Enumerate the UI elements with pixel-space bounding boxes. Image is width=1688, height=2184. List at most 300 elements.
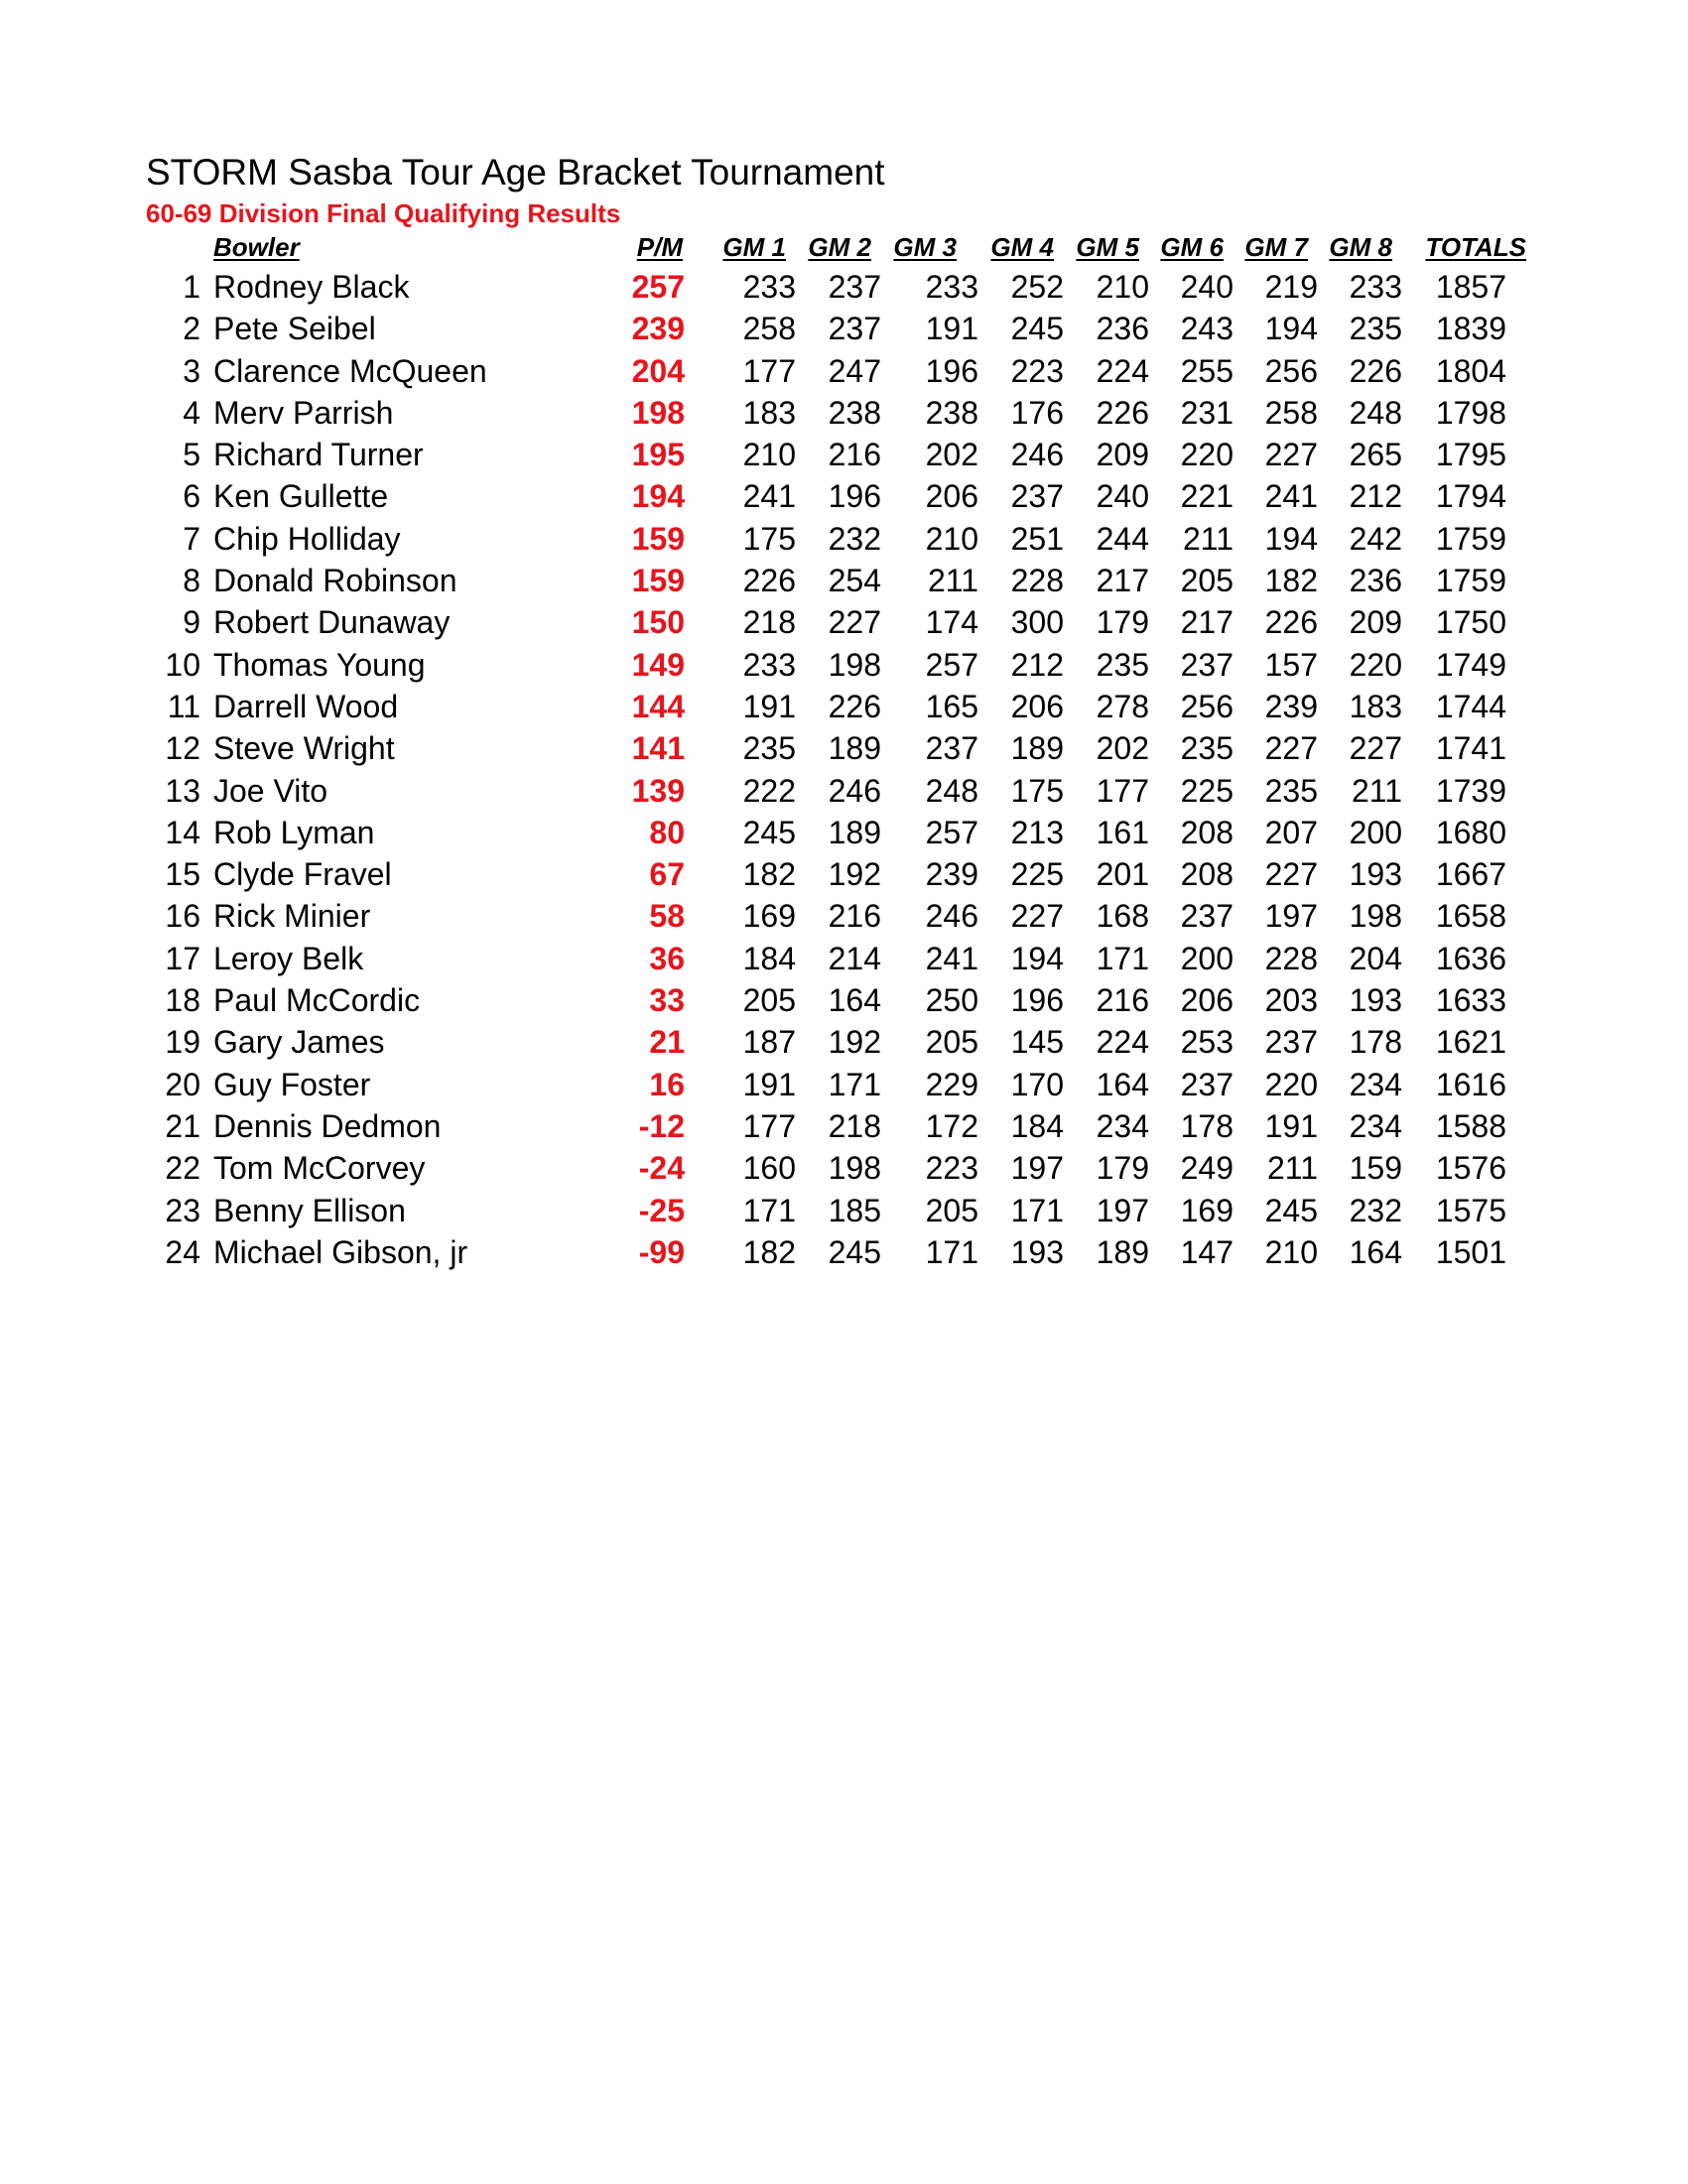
rank-cell: 22 [165, 1150, 200, 1187]
rank-cell: 8 [183, 563, 200, 599]
game-8-cell: 183 [1349, 688, 1402, 724]
game-3-cell: 211 [927, 563, 978, 599]
total-cell: 1750 [1435, 604, 1506, 641]
rank-cell: 3 [183, 352, 200, 389]
rank-cell: 20 [165, 1066, 200, 1102]
game-3-cell: 172 [925, 1107, 978, 1144]
bowler-name-cell: Benny Ellison [213, 1192, 406, 1228]
game-1-cell: 187 [742, 1024, 796, 1061]
game-1-cell: 177 [742, 1107, 796, 1144]
game-1-cell: 226 [742, 563, 796, 599]
game-1-cell: 205 [742, 982, 796, 1019]
game-4-cell: 175 [1010, 772, 1064, 809]
game-4-cell: 300 [1010, 604, 1064, 641]
game-2-cell: 189 [828, 814, 881, 850]
game-3-cell: 229 [925, 1066, 978, 1102]
pm-cell: -99 [638, 1233, 685, 1270]
game-7-cell: 239 [1264, 688, 1318, 724]
bowler-name-cell: Joe Vito [213, 772, 328, 809]
pm-cell: 58 [649, 898, 685, 935]
rank-cell: 5 [183, 437, 200, 473]
header-gm8: GM 8 [1329, 232, 1392, 262]
total-cell: 1795 [1435, 437, 1506, 473]
rank-cell: 7 [183, 520, 200, 557]
header-gm3: GM 3 [893, 232, 957, 262]
game-6-cell: 237 [1180, 646, 1234, 683]
table-row [0, 266, 1688, 308]
rank-cell: 14 [165, 814, 200, 850]
game-3-cell: 246 [925, 898, 978, 935]
game-4-cell: 197 [1010, 1150, 1064, 1187]
table-row [0, 601, 1688, 643]
bowler-name-cell: Darrell Wood [213, 688, 399, 724]
game-4-cell: 213 [1010, 814, 1064, 850]
game-2-cell: 237 [828, 311, 881, 347]
game-2-cell: 189 [828, 730, 881, 767]
game-6-cell: 225 [1180, 772, 1234, 809]
total-cell: 1501 [1435, 1233, 1506, 1270]
bowler-name-cell: Leroy Belk [213, 940, 364, 976]
game-1-cell: 175 [742, 520, 796, 557]
game-1-cell: 245 [742, 814, 796, 850]
game-1-cell: 182 [742, 856, 796, 893]
rank-cell: 6 [183, 478, 200, 515]
game-8-cell: 204 [1349, 940, 1402, 976]
total-cell: 1857 [1435, 269, 1506, 305]
header-gm2: GM 2 [808, 232, 871, 262]
total-cell: 1759 [1435, 563, 1506, 599]
table-row [0, 1064, 1688, 1105]
game-4-cell: 196 [1010, 982, 1064, 1019]
total-cell: 1636 [1435, 940, 1506, 976]
game-3-cell: 191 [925, 311, 978, 347]
game-2-cell: 192 [828, 856, 881, 893]
game-8-cell: 248 [1349, 394, 1402, 431]
table-header-row [0, 228, 1688, 266]
pm-cell: 204 [631, 352, 685, 389]
table-row [0, 895, 1688, 937]
game-6-cell: 249 [1180, 1150, 1234, 1187]
game-5-cell: 201 [1096, 856, 1149, 893]
total-cell: 1616 [1435, 1066, 1506, 1102]
header-gm4: GM 4 [990, 232, 1054, 262]
game-3-cell: 250 [925, 982, 978, 1019]
game-6-cell: 208 [1180, 814, 1234, 850]
game-5-cell: 189 [1096, 1233, 1149, 1270]
game-6-cell: 147 [1180, 1233, 1234, 1270]
bowler-name-cell: Gary James [213, 1024, 385, 1061]
game-5-cell: 179 [1096, 1150, 1149, 1187]
game-6-cell: 221 [1180, 478, 1234, 515]
game-6-cell: 235 [1180, 730, 1234, 767]
game-1-cell: 222 [742, 772, 796, 809]
game-5-cell: 197 [1096, 1192, 1149, 1228]
game-6-cell: 205 [1180, 563, 1234, 599]
game-8-cell: 200 [1349, 814, 1402, 850]
rank-cell: 11 [167, 688, 200, 724]
total-cell: 1739 [1435, 772, 1506, 809]
total-cell: 1794 [1435, 478, 1506, 515]
game-3-cell: 233 [925, 269, 978, 305]
table-row [0, 686, 1688, 727]
game-1-cell: 191 [742, 688, 796, 724]
game-7-cell: 191 [1264, 1107, 1318, 1144]
total-cell: 1588 [1435, 1107, 1506, 1144]
game-3-cell: 165 [925, 688, 978, 724]
game-8-cell: 235 [1349, 311, 1402, 347]
game-2-cell: 171 [828, 1066, 881, 1102]
game-2-cell: 216 [828, 437, 881, 473]
table-row [0, 979, 1688, 1021]
game-8-cell: 242 [1349, 520, 1402, 557]
game-2-cell: 227 [828, 604, 881, 641]
game-8-cell: 209 [1349, 604, 1402, 641]
game-8-cell: 234 [1349, 1107, 1402, 1144]
bowler-name-cell: Rodney Black [213, 269, 410, 305]
pm-cell: 33 [649, 982, 685, 1019]
header-gm6: GM 6 [1160, 232, 1224, 262]
game-8-cell: 159 [1349, 1150, 1402, 1187]
game-4-cell: 252 [1010, 269, 1064, 305]
pm-cell: 144 [631, 688, 685, 724]
pm-cell: 80 [649, 814, 685, 850]
game-8-cell: 227 [1349, 730, 1402, 767]
game-3-cell: 205 [925, 1024, 978, 1061]
game-1-cell: 183 [742, 394, 796, 431]
game-5-cell: 244 [1096, 520, 1149, 557]
game-5-cell: 224 [1096, 352, 1149, 389]
game-7-cell: 219 [1264, 269, 1318, 305]
game-6-cell: 237 [1180, 898, 1234, 935]
header-totals: TOTALS [1425, 232, 1526, 262]
total-cell: 1744 [1435, 688, 1506, 724]
game-1-cell: 184 [742, 940, 796, 976]
total-cell: 1667 [1435, 856, 1506, 893]
game-8-cell: 232 [1349, 1192, 1402, 1228]
rank-cell: 9 [183, 604, 200, 641]
table-row [0, 518, 1688, 560]
pm-cell: 67 [649, 856, 685, 893]
bowler-name-cell: Tom McCorvey [213, 1150, 426, 1187]
game-5-cell: 164 [1096, 1066, 1149, 1102]
total-cell: 1658 [1435, 898, 1506, 935]
header-bowler: Bowler [213, 232, 300, 262]
game-2-cell: 254 [828, 563, 881, 599]
game-3-cell: 237 [925, 730, 978, 767]
game-5-cell: 209 [1096, 437, 1149, 473]
rank-cell: 13 [165, 772, 200, 809]
game-1-cell: 210 [742, 437, 796, 473]
bowler-name-cell: Thomas Young [213, 646, 426, 683]
game-2-cell: 192 [828, 1024, 881, 1061]
game-4-cell: 176 [1010, 394, 1064, 431]
game-3-cell: 238 [925, 394, 978, 431]
total-cell: 1741 [1435, 730, 1506, 767]
rank-cell: 12 [165, 730, 200, 767]
game-4-cell: 223 [1010, 352, 1064, 389]
game-3-cell: 174 [925, 604, 978, 641]
game-5-cell: 224 [1096, 1024, 1149, 1061]
game-8-cell: 265 [1349, 437, 1402, 473]
game-8-cell: 212 [1349, 478, 1402, 515]
game-4-cell: 228 [1010, 563, 1064, 599]
game-2-cell: 198 [828, 646, 881, 683]
table-row [0, 644, 1688, 686]
table-row [0, 1147, 1688, 1189]
division-subtitle: 60-69 Division Final Qualifying Results [146, 198, 621, 228]
table-row [0, 1231, 1688, 1273]
game-6-cell: 206 [1180, 982, 1234, 1019]
game-5-cell: 216 [1096, 982, 1149, 1019]
game-1-cell: 241 [742, 478, 796, 515]
game-6-cell: 256 [1180, 688, 1234, 724]
game-8-cell: 178 [1349, 1024, 1402, 1061]
game-7-cell: 194 [1264, 520, 1318, 557]
game-5-cell: 235 [1096, 646, 1149, 683]
total-cell: 1839 [1435, 311, 1506, 347]
game-6-cell: 220 [1180, 437, 1234, 473]
game-7-cell: 228 [1264, 940, 1318, 976]
rank-cell: 10 [165, 646, 200, 683]
table-row [0, 812, 1688, 853]
game-5-cell: 171 [1096, 940, 1149, 976]
game-7-cell: 194 [1264, 311, 1318, 347]
game-5-cell: 177 [1096, 772, 1149, 809]
bowler-name-cell: Ken Gullette [213, 478, 389, 515]
pm-cell: 198 [631, 394, 685, 431]
table-row [0, 938, 1688, 979]
results-table [0, 228, 1688, 1273]
game-4-cell: 189 [1010, 730, 1064, 767]
game-7-cell: 227 [1264, 856, 1318, 893]
game-6-cell: 237 [1180, 1066, 1234, 1102]
game-4-cell: 171 [1010, 1192, 1064, 1228]
game-7-cell: 258 [1264, 394, 1318, 431]
game-2-cell: 185 [828, 1192, 881, 1228]
game-2-cell: 226 [828, 688, 881, 724]
game-7-cell: 227 [1264, 437, 1318, 473]
total-cell: 1749 [1435, 646, 1506, 683]
game-4-cell: 227 [1010, 898, 1064, 935]
game-4-cell: 184 [1010, 1107, 1064, 1144]
game-5-cell: 179 [1096, 604, 1149, 641]
game-2-cell: 214 [828, 940, 881, 976]
total-cell: 1576 [1435, 1150, 1506, 1187]
game-8-cell: 211 [1351, 772, 1402, 809]
pm-cell: 239 [631, 311, 685, 347]
game-5-cell: 234 [1096, 1107, 1149, 1144]
rank-cell: 18 [165, 982, 200, 1019]
game-2-cell: 198 [828, 1150, 881, 1187]
game-1-cell: 169 [742, 898, 796, 935]
game-6-cell: 243 [1180, 311, 1234, 347]
game-4-cell: 206 [1010, 688, 1064, 724]
bowler-name-cell: Pete Seibel [213, 311, 376, 347]
game-5-cell: 226 [1096, 394, 1149, 431]
pm-cell: 149 [631, 646, 685, 683]
game-3-cell: 196 [925, 352, 978, 389]
game-1-cell: 177 [742, 352, 796, 389]
bowler-name-cell: Steve Wright [213, 730, 395, 767]
game-7-cell: 226 [1264, 604, 1318, 641]
game-6-cell: 211 [1182, 520, 1234, 557]
game-2-cell: 245 [828, 1233, 881, 1270]
game-8-cell: 226 [1349, 352, 1402, 389]
game-5-cell: 210 [1096, 269, 1149, 305]
game-7-cell: 210 [1264, 1233, 1318, 1270]
rank-cell: 19 [165, 1024, 200, 1061]
bowler-name-cell: Clyde Fravel [213, 856, 392, 893]
game-1-cell: 191 [742, 1066, 796, 1102]
pm-cell: 159 [631, 520, 685, 557]
game-5-cell: 217 [1096, 563, 1149, 599]
table-row [0, 392, 1688, 434]
game-5-cell: 202 [1096, 730, 1149, 767]
game-2-cell: 196 [828, 478, 881, 515]
pm-cell: 150 [631, 604, 685, 641]
game-4-cell: 225 [1010, 856, 1064, 893]
rank-cell: 2 [183, 311, 200, 347]
total-cell: 1680 [1435, 814, 1506, 850]
bowler-name-cell: Richard Turner [213, 437, 424, 473]
game-1-cell: 171 [742, 1192, 796, 1228]
game-7-cell: 227 [1264, 730, 1318, 767]
bowler-name-cell: Paul McCordic [213, 982, 421, 1019]
game-3-cell: 171 [925, 1233, 978, 1270]
game-5-cell: 168 [1096, 898, 1149, 935]
bowler-name-cell: Chip Holliday [213, 520, 401, 557]
game-4-cell: 194 [1010, 940, 1064, 976]
header-gm5: GM 5 [1076, 232, 1139, 262]
table-row [0, 1190, 1688, 1231]
game-4-cell: 246 [1010, 437, 1064, 473]
rank-cell: 21 [165, 1107, 200, 1144]
table-body [0, 266, 1688, 1273]
game-2-cell: 247 [828, 352, 881, 389]
game-3-cell: 205 [925, 1192, 978, 1228]
game-8-cell: 164 [1349, 1233, 1402, 1270]
header-gm7: GM 7 [1244, 232, 1308, 262]
pm-cell: -25 [638, 1192, 685, 1228]
game-6-cell: 240 [1180, 269, 1234, 305]
game-7-cell: 211 [1266, 1150, 1318, 1187]
table-row [0, 560, 1688, 601]
game-7-cell: 207 [1264, 814, 1318, 850]
game-6-cell: 200 [1180, 940, 1234, 976]
game-8-cell: 236 [1349, 563, 1402, 599]
game-6-cell: 208 [1180, 856, 1234, 893]
game-5-cell: 161 [1096, 814, 1149, 850]
game-8-cell: 234 [1349, 1066, 1402, 1102]
table-row [0, 434, 1688, 475]
table-row [0, 1021, 1688, 1063]
game-3-cell: 223 [925, 1150, 978, 1187]
game-3-cell: 248 [925, 772, 978, 809]
rank-cell: 17 [165, 940, 200, 976]
game-5-cell: 240 [1096, 478, 1149, 515]
table-row [0, 1105, 1688, 1147]
game-8-cell: 220 [1349, 646, 1402, 683]
game-8-cell: 233 [1349, 269, 1402, 305]
pm-cell: 194 [631, 478, 685, 515]
total-cell: 1633 [1435, 982, 1506, 1019]
game-6-cell: 255 [1180, 352, 1234, 389]
pm-cell: 141 [631, 730, 685, 767]
game-7-cell: 197 [1264, 898, 1318, 935]
total-cell: 1798 [1435, 394, 1506, 431]
game-7-cell: 245 [1264, 1192, 1318, 1228]
pm-cell: 16 [649, 1066, 685, 1102]
pm-cell: 139 [631, 772, 685, 809]
game-6-cell: 253 [1180, 1024, 1234, 1061]
rank-cell: 24 [165, 1233, 200, 1270]
game-3-cell: 206 [925, 478, 978, 515]
game-7-cell: 237 [1264, 1024, 1318, 1061]
game-3-cell: 257 [925, 814, 978, 850]
pm-cell: -12 [638, 1107, 685, 1144]
game-7-cell: 235 [1264, 772, 1318, 809]
game-5-cell: 278 [1096, 688, 1149, 724]
game-7-cell: 182 [1264, 563, 1318, 599]
game-3-cell: 239 [925, 856, 978, 893]
rank-cell: 23 [165, 1192, 200, 1228]
game-1-cell: 233 [742, 269, 796, 305]
game-3-cell: 210 [925, 520, 978, 557]
game-7-cell: 241 [1264, 478, 1318, 515]
bowler-name-cell: Michael Gibson, jr [213, 1233, 468, 1270]
game-2-cell: 237 [828, 269, 881, 305]
game-8-cell: 198 [1349, 898, 1402, 935]
game-3-cell: 241 [925, 940, 978, 976]
game-7-cell: 256 [1264, 352, 1318, 389]
table-row [0, 770, 1688, 812]
bowler-name-cell: Dennis Dedmon [213, 1107, 442, 1144]
game-7-cell: 157 [1264, 646, 1318, 683]
rank-cell: 15 [165, 856, 200, 893]
game-3-cell: 257 [925, 646, 978, 683]
table-row [0, 308, 1688, 349]
rank-cell: 4 [183, 394, 200, 431]
game-4-cell: 251 [1010, 520, 1064, 557]
game-1-cell: 235 [742, 730, 796, 767]
game-3-cell: 202 [925, 437, 978, 473]
table-row [0, 475, 1688, 517]
rank-cell: 1 [183, 269, 200, 305]
bowler-name-cell: Rob Lyman [213, 814, 375, 850]
pm-cell: 159 [631, 563, 685, 599]
game-2-cell: 216 [828, 898, 881, 935]
game-4-cell: 237 [1010, 478, 1064, 515]
game-4-cell: 193 [1010, 1233, 1064, 1270]
game-5-cell: 236 [1096, 311, 1149, 347]
game-1-cell: 160 [742, 1150, 796, 1187]
game-6-cell: 217 [1180, 604, 1234, 641]
game-2-cell: 232 [828, 520, 881, 557]
game-4-cell: 245 [1010, 311, 1064, 347]
pm-cell: 257 [631, 269, 685, 305]
game-2-cell: 238 [828, 394, 881, 431]
game-2-cell: 164 [828, 982, 881, 1019]
pm-cell: 195 [631, 437, 685, 473]
total-cell: 1621 [1435, 1024, 1506, 1061]
game-2-cell: 246 [828, 772, 881, 809]
table-row [0, 727, 1688, 769]
rank-cell: 16 [165, 898, 200, 935]
page-title: STORM Sasba Tour Age Bracket Tournament [146, 152, 885, 193]
game-6-cell: 178 [1180, 1107, 1234, 1144]
game-8-cell: 193 [1349, 856, 1402, 893]
header-pm: P/M [636, 232, 683, 262]
